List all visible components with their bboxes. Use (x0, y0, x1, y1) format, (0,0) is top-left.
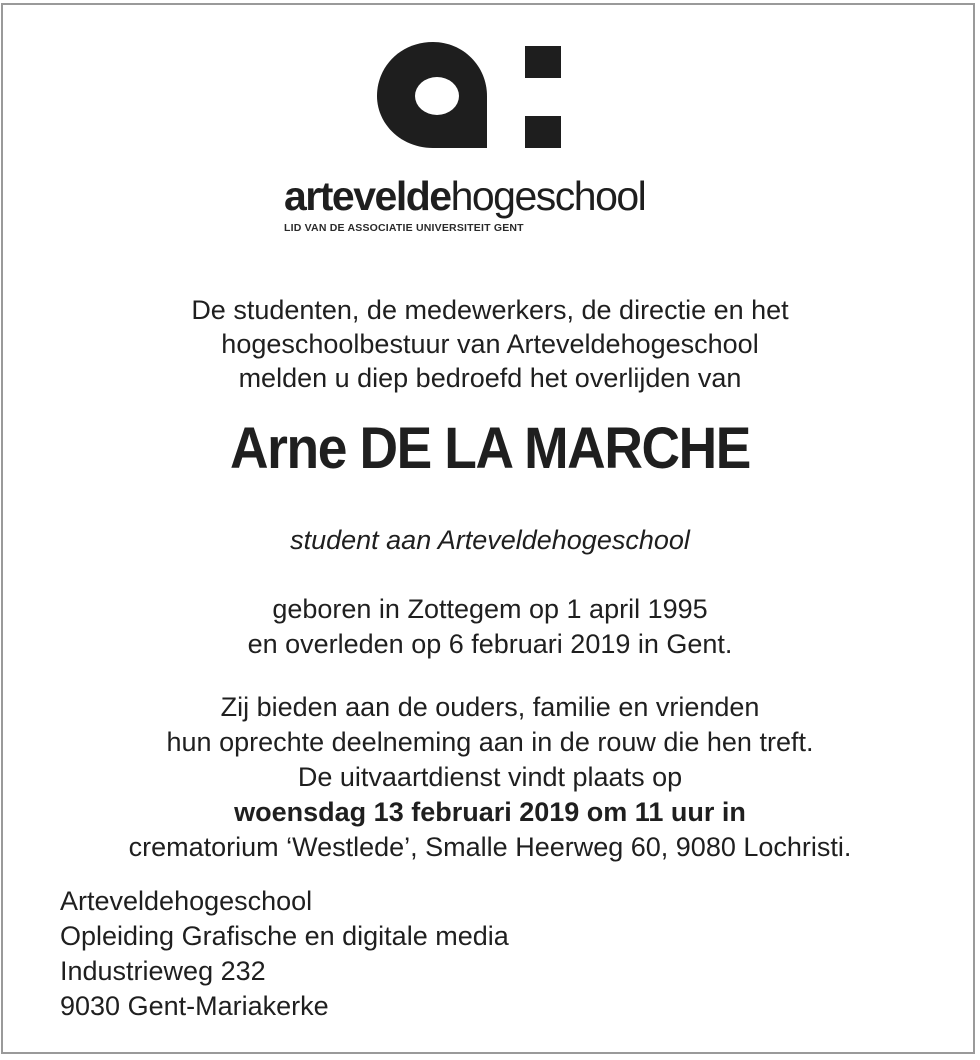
condolence-paragraph (0, 690, 980, 865)
address-line: Opleiding Grafische en digitale media (60, 921, 509, 951)
logo-wordmark-bold: artevelde (284, 173, 451, 219)
service-location: crematorium ‘Westlede’, Smalle Heerweg 60, 9080 Lochristi. (128, 832, 852, 862)
death-line: en overleden op 6 februari 2019 in Gent. (247, 629, 733, 659)
intro-line: De studenten, de medewerkers, de directie en het (191, 295, 789, 325)
logo-wordmark-light: hogeschool (450, 173, 646, 219)
intro-paragraph (0, 293, 980, 395)
logo-wordmark (284, 172, 645, 220)
logo (0, 38, 980, 152)
address-line: Industrieweg 232 (60, 956, 266, 986)
condolence-line: Zij bieden aan de ouders, familie en vrienden (220, 692, 760, 722)
service-datetime: woensdag 13 februari 2019 om 11 uur in (234, 797, 746, 827)
address-line: Arteveldehogeschool (60, 886, 313, 916)
life-dates-paragraph (0, 592, 980, 662)
intro-line: melden u diep bedroefd het overlijden van (238, 363, 742, 393)
condolence-line: De uitvaartdienst vindt plaats op (297, 762, 683, 792)
deceased-name: Arne DE LA MARCHE (229, 416, 751, 481)
intro-line: hogeschoolbestuur van Arteveldehogeschool (221, 329, 759, 359)
deceased-role: student aan Arteveldehogeschool (290, 525, 690, 555)
birth-line: geboren in Zottegem op 1 april 1995 (272, 594, 708, 624)
logo-tagline: LID VAN DE ASSOCIATIE UNIVERSITEIT GENT (284, 222, 524, 234)
logo-mark-icon (375, 38, 565, 152)
condolence-line: hun oprechte deelneming aan in de rouw die hen treft. (166, 727, 814, 757)
address-line: 9030 Gent-Mariakerke (60, 991, 329, 1021)
sender-address (60, 884, 509, 1024)
